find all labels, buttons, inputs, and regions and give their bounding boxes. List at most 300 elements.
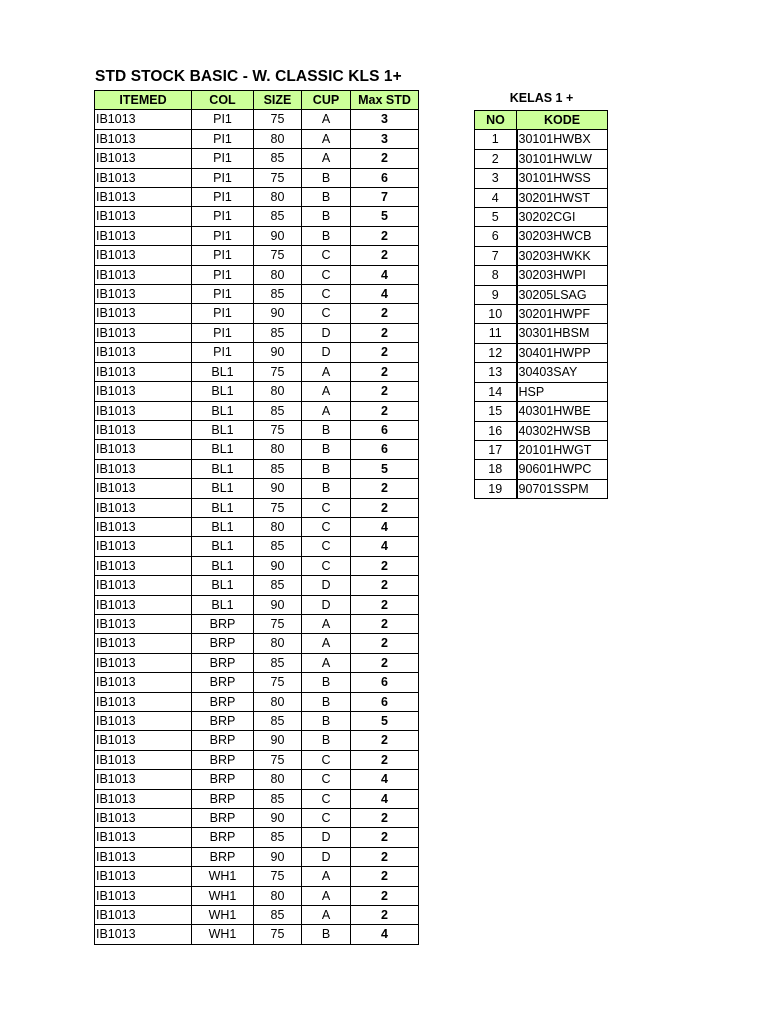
header-max-std: Max STD — [351, 91, 419, 110]
cell-size: 90 — [254, 556, 302, 575]
cell-cup: B — [302, 479, 351, 498]
cell-itemed: IB1013 — [95, 537, 192, 556]
cell-cup: D — [302, 595, 351, 614]
cell-max-std: 6 — [351, 420, 419, 439]
cell-itemed: IB1013 — [95, 265, 192, 284]
table-row — [475, 479, 608, 498]
cell-col: BRP — [192, 653, 254, 672]
cell-max-std: 4 — [351, 537, 419, 556]
table-row — [95, 731, 419, 750]
table-row — [475, 246, 608, 265]
cell-kode: 30401HWPP — [517, 343, 608, 362]
cell-itemed: IB1013 — [95, 440, 192, 459]
table-row — [95, 750, 419, 769]
cell-itemed: IB1013 — [95, 498, 192, 517]
cell-kode: 30101HWSS — [517, 169, 608, 188]
cell-cup: A — [302, 149, 351, 168]
cell-cup: A — [302, 614, 351, 633]
cell-max-std: 2 — [351, 343, 419, 362]
cell-kode: 30203HWKK — [517, 246, 608, 265]
cell-cup: A — [302, 906, 351, 925]
table-row — [475, 382, 608, 401]
cell-itemed: IB1013 — [95, 595, 192, 614]
cell-cup: C — [302, 246, 351, 265]
cell-size: 80 — [254, 692, 302, 711]
cell-max-std: 2 — [351, 362, 419, 381]
cell-max-std: 2 — [351, 479, 419, 498]
cell-size: 85 — [254, 537, 302, 556]
cell-cup: A — [302, 129, 351, 148]
table-row — [95, 576, 419, 595]
cell-col: WH1 — [192, 906, 254, 925]
cell-max-std: 4 — [351, 285, 419, 304]
cell-max-std: 4 — [351, 770, 419, 789]
cell-cup: A — [302, 401, 351, 420]
cell-size: 85 — [254, 207, 302, 226]
cell-col: BRP — [192, 809, 254, 828]
cell-kode: 30203HWCB — [517, 227, 608, 246]
cell-itemed: IB1013 — [95, 925, 192, 944]
cell-col: BL1 — [192, 362, 254, 381]
cell-cup: A — [302, 886, 351, 905]
cell-col: BRP — [192, 847, 254, 866]
table-row — [475, 421, 608, 440]
cell-col: BRP — [192, 750, 254, 769]
kelas-table-body — [475, 130, 608, 499]
cell-size: 75 — [254, 673, 302, 692]
cell-col: WH1 — [192, 886, 254, 905]
cell-size: 75 — [254, 420, 302, 439]
cell-no: 14 — [475, 382, 517, 401]
cell-no: 1 — [475, 130, 517, 149]
table-row — [475, 305, 608, 324]
table-row — [95, 556, 419, 575]
kelas-title: KELAS 1 + — [509, 91, 574, 105]
cell-kode: 90601HWPC — [517, 460, 608, 479]
cell-kode: 40301HWBE — [517, 402, 608, 421]
table-row — [95, 712, 419, 731]
cell-col: BL1 — [192, 479, 254, 498]
cell-max-std: 2 — [351, 750, 419, 769]
cell-size: 80 — [254, 382, 302, 401]
cell-size: 90 — [254, 809, 302, 828]
table-row — [475, 227, 608, 246]
cell-kode: 30205LSAG — [517, 285, 608, 304]
cell-col: BRP — [192, 731, 254, 750]
cell-cup: B — [302, 731, 351, 750]
cell-kode: 30101HWBX — [517, 130, 608, 149]
table-row — [95, 149, 419, 168]
cell-size: 85 — [254, 906, 302, 925]
cell-size: 85 — [254, 459, 302, 478]
table-row — [95, 304, 419, 323]
cell-col: BL1 — [192, 576, 254, 595]
cell-cup: D — [302, 343, 351, 362]
cell-no: 4 — [475, 188, 517, 207]
cell-itemed: IB1013 — [95, 459, 192, 478]
cell-itemed: IB1013 — [95, 886, 192, 905]
cell-size: 80 — [254, 265, 302, 284]
cell-itemed: IB1013 — [95, 614, 192, 633]
cell-col: BL1 — [192, 498, 254, 517]
cell-cup: B — [302, 188, 351, 207]
table-row — [475, 208, 608, 227]
cell-max-std: 2 — [351, 809, 419, 828]
cell-size: 75 — [254, 110, 302, 129]
table-row — [95, 673, 419, 692]
table-row — [95, 537, 419, 556]
cell-cup: D — [302, 323, 351, 342]
cell-cup: B — [302, 673, 351, 692]
table-row — [95, 362, 419, 381]
cell-max-std: 4 — [351, 517, 419, 536]
table-row — [95, 847, 419, 866]
table-row — [475, 149, 608, 168]
cell-max-std: 2 — [351, 323, 419, 342]
cell-max-std: 2 — [351, 401, 419, 420]
cell-col: PI1 — [192, 207, 254, 226]
cell-no: 6 — [475, 227, 517, 246]
table-row — [95, 129, 419, 148]
table-row — [95, 925, 419, 944]
header-itemed: ITEMED — [95, 91, 192, 110]
cell-col: BL1 — [192, 556, 254, 575]
kelas-header-row — [475, 111, 608, 130]
cell-cup: C — [302, 809, 351, 828]
cell-max-std: 2 — [351, 576, 419, 595]
cell-itemed: IB1013 — [95, 382, 192, 401]
cell-itemed: IB1013 — [95, 750, 192, 769]
cell-max-std: 2 — [351, 226, 419, 245]
cell-kode: 30202CGI — [517, 208, 608, 227]
cell-size: 80 — [254, 634, 302, 653]
kelas-table — [474, 110, 608, 499]
cell-max-std: 2 — [351, 614, 419, 633]
cell-max-std: 4 — [351, 925, 419, 944]
table-row — [95, 285, 419, 304]
cell-itemed: IB1013 — [95, 304, 192, 323]
cell-no: 11 — [475, 324, 517, 343]
cell-cup: C — [302, 750, 351, 769]
table-row — [475, 169, 608, 188]
cell-kode: 30101HWLW — [517, 149, 608, 168]
cell-size: 75 — [254, 867, 302, 886]
header-size: SIZE — [254, 91, 302, 110]
cell-col: BL1 — [192, 382, 254, 401]
cell-col: PI1 — [192, 246, 254, 265]
table-row — [95, 323, 419, 342]
cell-size: 80 — [254, 517, 302, 536]
cell-cup: A — [302, 362, 351, 381]
cell-size: 85 — [254, 149, 302, 168]
cell-itemed: IB1013 — [95, 653, 192, 672]
table-row — [95, 828, 419, 847]
cell-col: PI1 — [192, 110, 254, 129]
cell-max-std: 6 — [351, 673, 419, 692]
cell-itemed: IB1013 — [95, 285, 192, 304]
cell-max-std: 6 — [351, 440, 419, 459]
cell-size: 75 — [254, 246, 302, 265]
cell-cup: B — [302, 925, 351, 944]
cell-col: WH1 — [192, 867, 254, 886]
table-row — [95, 207, 419, 226]
table-row — [95, 440, 419, 459]
cell-kode: 20101HWGT — [517, 440, 608, 459]
cell-col: PI1 — [192, 129, 254, 148]
cell-cup: B — [302, 440, 351, 459]
cell-cup: C — [302, 285, 351, 304]
cell-size: 80 — [254, 188, 302, 207]
cell-no: 17 — [475, 440, 517, 459]
cell-cup: C — [302, 498, 351, 517]
cell-kode: 30403SAY — [517, 363, 608, 382]
header-no: NO — [475, 111, 517, 130]
cell-cup: B — [302, 226, 351, 245]
cell-max-std: 3 — [351, 129, 419, 148]
cell-itemed: IB1013 — [95, 731, 192, 750]
table-row — [475, 266, 608, 285]
cell-col: PI1 — [192, 304, 254, 323]
cell-size: 75 — [254, 925, 302, 944]
cell-col: BRP — [192, 692, 254, 711]
table-row — [475, 343, 608, 362]
cell-max-std: 5 — [351, 207, 419, 226]
cell-itemed: IB1013 — [95, 188, 192, 207]
cell-size: 75 — [254, 362, 302, 381]
cell-itemed: IB1013 — [95, 556, 192, 575]
cell-itemed: IB1013 — [95, 168, 192, 187]
cell-itemed: IB1013 — [95, 576, 192, 595]
cell-col: BRP — [192, 673, 254, 692]
cell-itemed: IB1013 — [95, 634, 192, 653]
cell-no: 12 — [475, 343, 517, 362]
cell-col: PI1 — [192, 265, 254, 284]
cell-col: BRP — [192, 634, 254, 653]
cell-size: 80 — [254, 129, 302, 148]
table-row — [475, 130, 608, 149]
stock-table-body — [95, 110, 419, 944]
table-row — [95, 110, 419, 129]
cell-max-std: 2 — [351, 847, 419, 866]
cell-max-std: 2 — [351, 304, 419, 323]
cell-max-std: 2 — [351, 867, 419, 886]
cell-itemed: IB1013 — [95, 401, 192, 420]
cell-cup: A — [302, 867, 351, 886]
cell-cup: C — [302, 789, 351, 808]
cell-cup: B — [302, 420, 351, 439]
cell-itemed: IB1013 — [95, 110, 192, 129]
cell-no: 19 — [475, 479, 517, 498]
table-row — [95, 653, 419, 672]
cell-itemed: IB1013 — [95, 828, 192, 847]
cell-cup: C — [302, 517, 351, 536]
cell-itemed: IB1013 — [95, 420, 192, 439]
table-row — [95, 420, 419, 439]
table-row — [475, 324, 608, 343]
table-row — [95, 886, 419, 905]
cell-max-std: 2 — [351, 731, 419, 750]
cell-kode: HSP — [517, 382, 608, 401]
cell-itemed: IB1013 — [95, 226, 192, 245]
cell-size: 90 — [254, 595, 302, 614]
cell-size: 85 — [254, 653, 302, 672]
cell-cup: D — [302, 828, 351, 847]
cell-max-std: 5 — [351, 712, 419, 731]
cell-col: PI1 — [192, 285, 254, 304]
table-row — [95, 517, 419, 536]
table-row — [95, 498, 419, 517]
cell-no: 16 — [475, 421, 517, 440]
table-row — [95, 867, 419, 886]
cell-no: 9 — [475, 285, 517, 304]
cell-itemed: IB1013 — [95, 867, 192, 886]
cell-col: BRP — [192, 712, 254, 731]
cell-size: 75 — [254, 168, 302, 187]
table-row — [475, 440, 608, 459]
cell-itemed: IB1013 — [95, 362, 192, 381]
table-row — [95, 343, 419, 362]
cell-cup: C — [302, 537, 351, 556]
cell-max-std: 2 — [351, 595, 419, 614]
cell-cup: C — [302, 770, 351, 789]
cell-size: 85 — [254, 401, 302, 420]
cell-max-std: 3 — [351, 110, 419, 129]
cell-itemed: IB1013 — [95, 149, 192, 168]
table-row — [475, 188, 608, 207]
cell-col: BRP — [192, 828, 254, 847]
table-row — [95, 692, 419, 711]
sheet-title: STD STOCK BASIC - W. CLASSIC KLS 1+ — [95, 68, 402, 85]
cell-size: 90 — [254, 847, 302, 866]
cell-no: 15 — [475, 402, 517, 421]
cell-cup: C — [302, 304, 351, 323]
cell-size: 85 — [254, 828, 302, 847]
cell-no: 18 — [475, 460, 517, 479]
stock-table — [94, 90, 419, 945]
cell-size: 85 — [254, 576, 302, 595]
cell-size: 85 — [254, 323, 302, 342]
cell-no: 2 — [475, 149, 517, 168]
cell-no: 7 — [475, 246, 517, 265]
cell-col: BRP — [192, 770, 254, 789]
cell-itemed: IB1013 — [95, 207, 192, 226]
cell-no: 8 — [475, 266, 517, 285]
cell-cup: B — [302, 459, 351, 478]
table-row — [475, 402, 608, 421]
cell-kode: 30201HWST — [517, 188, 608, 207]
cell-cup: B — [302, 692, 351, 711]
cell-itemed: IB1013 — [95, 323, 192, 342]
cell-cup: A — [302, 634, 351, 653]
cell-size: 85 — [254, 712, 302, 731]
cell-size: 90 — [254, 343, 302, 362]
table-row — [95, 168, 419, 187]
table-row — [95, 614, 419, 633]
cell-kode: 30201HWPF — [517, 305, 608, 324]
table-row — [95, 789, 419, 808]
cell-cup: B — [302, 207, 351, 226]
cell-max-std: 2 — [351, 149, 419, 168]
cell-max-std: 2 — [351, 634, 419, 653]
cell-max-std: 2 — [351, 382, 419, 401]
table-row — [95, 479, 419, 498]
cell-max-std: 4 — [351, 789, 419, 808]
cell-max-std: 5 — [351, 459, 419, 478]
cell-itemed: IB1013 — [95, 906, 192, 925]
table-row — [95, 188, 419, 207]
cell-itemed: IB1013 — [95, 789, 192, 808]
cell-max-std: 2 — [351, 828, 419, 847]
cell-max-std: 2 — [351, 653, 419, 672]
header-cup: CUP — [302, 91, 351, 110]
cell-cup: B — [302, 712, 351, 731]
cell-kode: 30301HBSM — [517, 324, 608, 343]
cell-kode: 30203HWPI — [517, 266, 608, 285]
cell-size: 80 — [254, 770, 302, 789]
cell-size: 85 — [254, 285, 302, 304]
cell-col: PI1 — [192, 323, 254, 342]
cell-no: 10 — [475, 305, 517, 324]
cell-itemed: IB1013 — [95, 673, 192, 692]
cell-max-std: 2 — [351, 246, 419, 265]
cell-size: 90 — [254, 226, 302, 245]
cell-max-std: 6 — [351, 168, 419, 187]
table-row — [95, 382, 419, 401]
cell-size: 90 — [254, 731, 302, 750]
cell-itemed: IB1013 — [95, 692, 192, 711]
cell-cup: C — [302, 265, 351, 284]
table-row — [95, 265, 419, 284]
table-row — [95, 809, 419, 828]
cell-col: BL1 — [192, 420, 254, 439]
cell-cup: A — [302, 110, 351, 129]
cell-col: BRP — [192, 789, 254, 808]
cell-col: BL1 — [192, 401, 254, 420]
stock-header-row — [95, 91, 419, 110]
cell-max-std: 7 — [351, 188, 419, 207]
table-row — [95, 246, 419, 265]
header-kode: KODE — [517, 111, 608, 130]
cell-col: PI1 — [192, 168, 254, 187]
cell-size: 75 — [254, 614, 302, 633]
cell-itemed: IB1013 — [95, 809, 192, 828]
cell-no: 3 — [475, 169, 517, 188]
cell-cup: D — [302, 847, 351, 866]
cell-kode: 40302HWSB — [517, 421, 608, 440]
cell-itemed: IB1013 — [95, 479, 192, 498]
cell-cup: B — [302, 168, 351, 187]
cell-itemed: IB1013 — [95, 770, 192, 789]
cell-size: 75 — [254, 498, 302, 517]
cell-kode: 90701SSPM — [517, 479, 608, 498]
cell-itemed: IB1013 — [95, 246, 192, 265]
cell-no: 13 — [475, 363, 517, 382]
cell-max-std: 2 — [351, 886, 419, 905]
cell-col: BRP — [192, 614, 254, 633]
cell-cup: D — [302, 576, 351, 595]
header-col: COL — [192, 91, 254, 110]
cell-col: BL1 — [192, 440, 254, 459]
cell-size: 80 — [254, 886, 302, 905]
cell-col: PI1 — [192, 188, 254, 207]
cell-size: 85 — [254, 789, 302, 808]
cell-itemed: IB1013 — [95, 343, 192, 362]
table-row — [95, 595, 419, 614]
cell-max-std: 4 — [351, 265, 419, 284]
cell-col: BL1 — [192, 517, 254, 536]
table-row — [95, 770, 419, 789]
table-row — [95, 634, 419, 653]
